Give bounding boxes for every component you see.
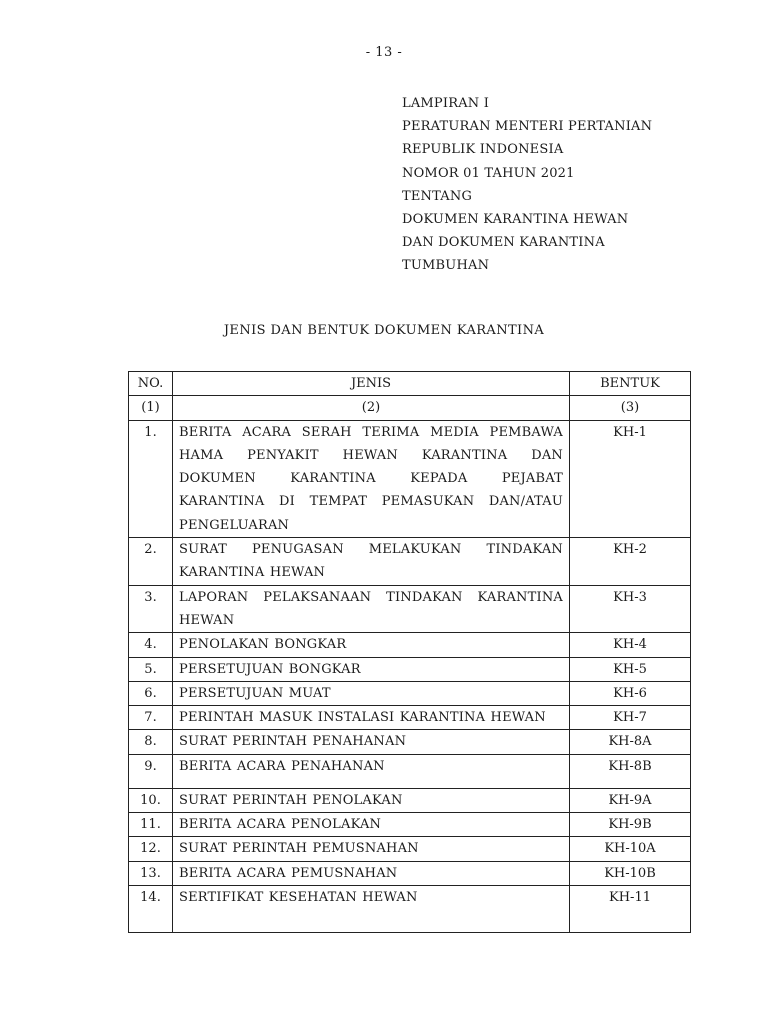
row-jenis: SURAT PERINTAH PEMUSNAHAN bbox=[179, 841, 419, 857]
row-bentuk: KH-10A bbox=[570, 837, 691, 861]
row-jenis-cell bbox=[173, 633, 570, 657]
row-number: 8. bbox=[129, 730, 173, 754]
document-type-table bbox=[128, 371, 691, 933]
row-bentuk: KH-2 bbox=[570, 538, 691, 586]
row-number: 5. bbox=[129, 657, 173, 681]
row-jenis: BERITA ACARA PENAHANAN bbox=[179, 758, 385, 774]
row-number: 2. bbox=[129, 538, 173, 586]
row-bentuk: KH-7 bbox=[570, 706, 691, 730]
header-line: DAN DOKUMEN KARANTINA bbox=[402, 235, 605, 251]
row-jenis-cell bbox=[173, 754, 570, 788]
row-number: 12. bbox=[129, 837, 173, 861]
row-bentuk: KH-4 bbox=[570, 633, 691, 657]
row-jenis: LAPORAN PELAKSANAAN TINDAKAN KARANTINA HEWAN bbox=[179, 589, 563, 628]
row-bentuk: KH-10B bbox=[570, 861, 691, 885]
header-line: PERATURAN MENTERI PERTANIAN bbox=[402, 119, 653, 135]
document-title bbox=[0, 323, 768, 338]
table-row bbox=[129, 837, 691, 861]
row-bentuk: KH-9A bbox=[570, 788, 691, 812]
header-line: LAMPIRAN I bbox=[402, 96, 490, 111]
row-number: 10. bbox=[129, 788, 173, 812]
row-bentuk: KH-8A bbox=[570, 730, 691, 754]
table-row bbox=[129, 861, 691, 885]
row-jenis-cell bbox=[173, 837, 570, 861]
header-line: REPUBLIK INDONESIA bbox=[402, 142, 564, 158]
column-number-1: (1) bbox=[129, 396, 173, 420]
row-jenis-cell bbox=[173, 730, 570, 754]
row-jenis: PENOLAKAN BONGKAR bbox=[179, 637, 347, 653]
table-row bbox=[129, 813, 691, 837]
table-body bbox=[129, 420, 691, 932]
row-jenis: SERTIFIKAT KESEHATAN HEWAN bbox=[179, 889, 418, 905]
row-jenis-cell bbox=[173, 861, 570, 885]
row-number: 9. bbox=[129, 754, 173, 788]
row-jenis: PERINTAH MASUK INSTALASI KARANTINA HEWAN bbox=[179, 710, 546, 726]
table-row bbox=[129, 885, 691, 932]
page-number: - 13 - bbox=[365, 45, 403, 60]
table-header-row bbox=[129, 372, 691, 396]
row-jenis-cell bbox=[173, 885, 570, 932]
row-bentuk: KH-1 bbox=[570, 420, 691, 537]
row-jenis-cell bbox=[173, 681, 570, 705]
row-bentuk: KH-6 bbox=[570, 681, 691, 705]
row-jenis-cell bbox=[173, 585, 570, 633]
table-row bbox=[129, 681, 691, 705]
row-jenis: PERSETUJUAN MUAT bbox=[179, 685, 331, 701]
table-row bbox=[129, 754, 691, 788]
row-jenis: SURAT PERINTAH PENOLAKAN bbox=[179, 792, 403, 808]
row-jenis-cell bbox=[173, 420, 570, 537]
document-title-text: JENIS DAN BENTUK DOKUMEN KARANTINA bbox=[223, 323, 545, 338]
row-bentuk: KH-5 bbox=[570, 657, 691, 681]
row-number: 11. bbox=[129, 813, 173, 837]
table-row bbox=[129, 633, 691, 657]
row-jenis: SURAT PENUGASAN MELAKUKAN TINDAKAN KARANTINA HEWAN bbox=[179, 542, 563, 581]
row-number: 13. bbox=[129, 861, 173, 885]
header-line: DOKUMEN KARANTINA HEWAN bbox=[402, 212, 629, 228]
header-block bbox=[402, 92, 742, 278]
row-jenis: PERSETUJUAN BONGKAR bbox=[179, 661, 361, 677]
row-jenis-cell bbox=[173, 657, 570, 681]
header-line: TENTANG bbox=[402, 188, 473, 204]
column-header-bentuk: BENTUK bbox=[570, 372, 691, 396]
row-number: 3. bbox=[129, 585, 173, 633]
row-jenis-cell bbox=[173, 813, 570, 837]
table-row bbox=[129, 730, 691, 754]
column-header-jenis: JENIS bbox=[173, 372, 570, 396]
table-row bbox=[129, 420, 691, 537]
table-row bbox=[129, 585, 691, 633]
table-row bbox=[129, 788, 691, 812]
header-line: NOMOR 01 TAHUN 2021 bbox=[402, 165, 575, 181]
row-jenis: BERITA ACARA SERAH TERIMA MEDIA PEMBAWA HAMA PENYAKIT HEWAN KARANTINA DAN DOKUMEN KARANTINA KEPADA PEJABAT KARANTINA DI TEMPAT PEMASUKAN DAN/ATAU PENGELUARAN bbox=[179, 424, 563, 533]
table-column-number-row bbox=[129, 396, 691, 420]
row-number: 7. bbox=[129, 706, 173, 730]
table-row bbox=[129, 706, 691, 730]
row-number: 4. bbox=[129, 633, 173, 657]
header-line: TUMBUHAN bbox=[402, 258, 490, 274]
row-jenis-cell bbox=[173, 788, 570, 812]
row-jenis: SURAT PERINTAH PENAHANAN bbox=[179, 734, 407, 750]
column-number-3: (3) bbox=[570, 396, 691, 420]
row-bentuk: KH-8B bbox=[570, 754, 691, 788]
table-row bbox=[129, 657, 691, 681]
row-bentuk: KH-9B bbox=[570, 813, 691, 837]
row-bentuk: KH-3 bbox=[570, 585, 691, 633]
column-header-no: NO. bbox=[129, 372, 173, 396]
table-row bbox=[129, 538, 691, 586]
column-number-2: (2) bbox=[173, 396, 570, 420]
row-bentuk: KH-11 bbox=[570, 885, 691, 932]
row-jenis-cell bbox=[173, 538, 570, 586]
row-number: 14. bbox=[129, 885, 173, 932]
row-jenis-cell bbox=[173, 706, 570, 730]
row-jenis: BERITA ACARA PENOLAKAN bbox=[179, 817, 382, 833]
row-number: 6. bbox=[129, 681, 173, 705]
row-jenis: BERITA ACARA PEMUSNAHAN bbox=[179, 865, 398, 881]
row-number: 1. bbox=[129, 420, 173, 537]
